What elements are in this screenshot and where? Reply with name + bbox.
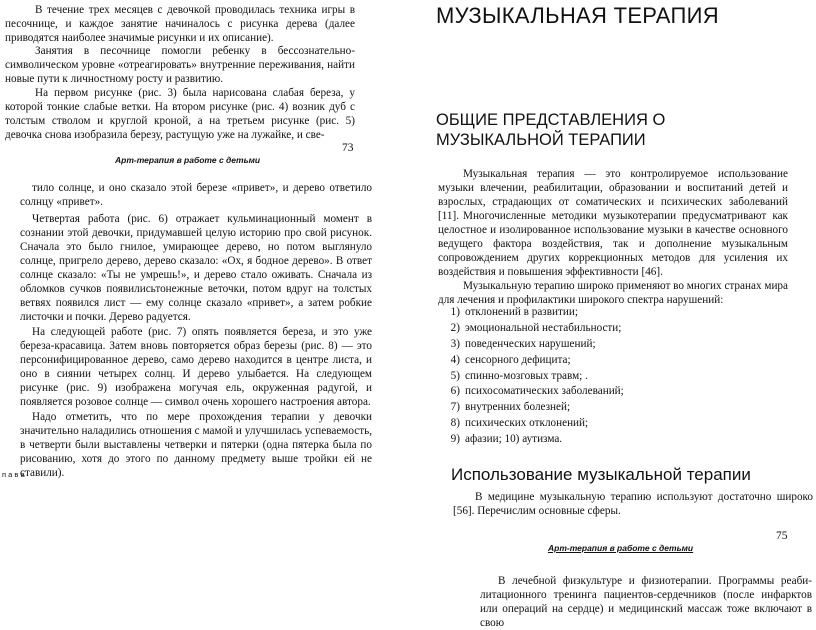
- list-item-text: спинно-мозговых травм; .: [465, 369, 588, 382]
- disorders-list: [438, 305, 624, 448]
- left-page: [0, 0, 400, 612]
- right-page-number: 75: [776, 530, 788, 542]
- left-paragraph-5: Четвертая работа (рис. 6) отражает кульминационный момент в сознании этой девочки, придумавшей целую историю про свой рисунок. Сначала это было гнилое, умирающее дерево, но потом выглянуло солнце, пригрело дерево, дерево сказало: «Ох, я бодное дерево». В ответ солнце сказало: «Ты не умрешь!», и дерево стало оживать. Сначала из обломков сучков появилисьтонежные веточки, потом вдруг на толстых ветвях появился лист — ему солнце сказало «привет», а затем робкие листочки и почки. Дерево радуется.: [20, 213, 372, 323]
- right-paragraph-2: Многочисленные методики музыкотерапии предусматривают как целостное и изолированное использование музыки в качестве основного ведущего фактора воздействия, так и дополнение музыкальным сопровождением других коррекционных методов для усиления их воздействия и повышения эффективности [46].: [438, 210, 788, 278]
- right-paragraph-3: Музыкальную терапию широко применяют во многих странах мира для лечения и профилактики широкого спектра нарушений:: [438, 280, 788, 306]
- left-running-head: Арт-терапия в работе с детьми: [115, 155, 261, 165]
- list-item-number: 5): [450, 369, 460, 382]
- disorders-list-item: [438, 416, 624, 432]
- disorders-list-item: [438, 337, 624, 353]
- disorders-list-item: [438, 353, 624, 369]
- disorders-list-item: [438, 369, 624, 385]
- right-paragraph-1: Музыкальная терапия — это контролируемое использование музыки влечении, реабилитации, образовании и воспитаний детей и взрослых, страдающих от соматических и психических заболеваний [11].: [438, 168, 788, 222]
- disorders-list-item: [438, 321, 624, 337]
- list-item-number: 6): [450, 385, 460, 398]
- list-item-text: поведенческих нарушений;: [465, 337, 596, 350]
- left-page-marker: п а в а: [2, 470, 25, 479]
- chapter-title: МУЗЫКАЛЬНАЯ ТЕРАПИЯ: [436, 3, 719, 28]
- left-paragraph-4: тило солнце, и оно сказало этой березе «привет», и дерево ответило солнцу «привет».: [20, 182, 372, 208]
- list-item-text: психосоматических заболеваний;: [465, 385, 624, 398]
- list-item-number: 1): [450, 306, 460, 318]
- usage-paragraph: В медицине музыкальную терапию используют достаточно широко [56]. Перечислим основные сферы.: [453, 491, 813, 517]
- disorders-list-item: [438, 305, 624, 321]
- list-item-number: 9): [450, 433, 460, 446]
- list-item-number: 7): [450, 401, 460, 414]
- list-item-number: 3): [450, 337, 460, 350]
- list-item-number: 4): [450, 353, 460, 366]
- list-item-text: сенсорного дефицита;: [465, 353, 571, 366]
- list-item-text: отклонений в развитии;: [465, 306, 578, 318]
- section-heading: ОБЩИЕ ПРЕДСТАВЛЕНИЯ О МУЗЫКАЛЬНОЙ ТЕРАПИИ: [436, 111, 666, 149]
- right-bottom-paragraph: В лечебной физкультуре и физиотерапии. Программы реаби-литационного тренинга пациентов-сердечников (после инфарктов или операций на сердце) и медицинский массаж тоже включают в свою: [480, 575, 812, 629]
- left-paragraph-6: На следующей работе (рис. 7) опять появляется береза, и это уже береза-красавица. Затем вновь повторяется образ березы (рис. 8) — это персонифицированное дерево, само дерево находится в центре листа, и оно в сиянии четырех солнц. И дерево улыбается. На следующем рисунке (рис. 9) изображена могучая ель, окруженная радугой, и появляется розовое солнце — символ очень хорошего настроения автора.: [20, 326, 372, 408]
- list-item-text: афазии; 10) аутизма.: [465, 433, 563, 446]
- left-paragraph-2: Занятия в песочнице помогли ребенку в бессознательно-символическом уровне «отреагировать» внутренние переживания, найти новые пути к личностному росту и развитию.: [5, 45, 355, 85]
- list-item-text: эмоциональной нестабильности;: [465, 321, 622, 334]
- right-running-head: Арт-терапия в работе с детьми: [548, 543, 694, 553]
- usage-subheading: Использование музыкальной терапии: [451, 465, 751, 484]
- disorders-list-item: [438, 432, 624, 448]
- list-item-text: психических отклонений;: [465, 417, 589, 430]
- disorders-list-item: [438, 400, 624, 416]
- left-paragraph-3: На первом рисунке (рис. 3) была нарисована слабая береза, у которой тонкие слабые ветки. На втором рисунке (рис. 4) возник дуб с толстым стволом и круглой кроной, а на третьем рисунке (рис. 5) девочка снова изобразила березу, растущую уже на лужайке, и све-: [5, 87, 355, 141]
- left-paragraph-1: В течение трех месяцев с девочкой проводилась техника игры в песочнице, и каждое занятие начиналось с рисунка дерева (далее приводятся наиболее значимые рисунки и их описание).: [5, 4, 355, 44]
- left-page-number: 73: [342, 142, 354, 154]
- list-item-text: внутренних болезней;: [465, 401, 571, 414]
- list-item-number: 2): [450, 321, 460, 334]
- right-page: [408, 0, 816, 629]
- left-paragraph-7: Надо отметить, что по мере прохождения терапии у девочки значительно наладились отношения с мамой и улучшилась успеваемость, в четверти были выставлены четверки и пятерки (одна пятерка была по рисованию, хотя до этого по данному предмету выше тройки ей не ставили).: [20, 411, 372, 479]
- list-item-number: 8): [450, 417, 460, 430]
- disorders-list-item: [438, 384, 624, 400]
